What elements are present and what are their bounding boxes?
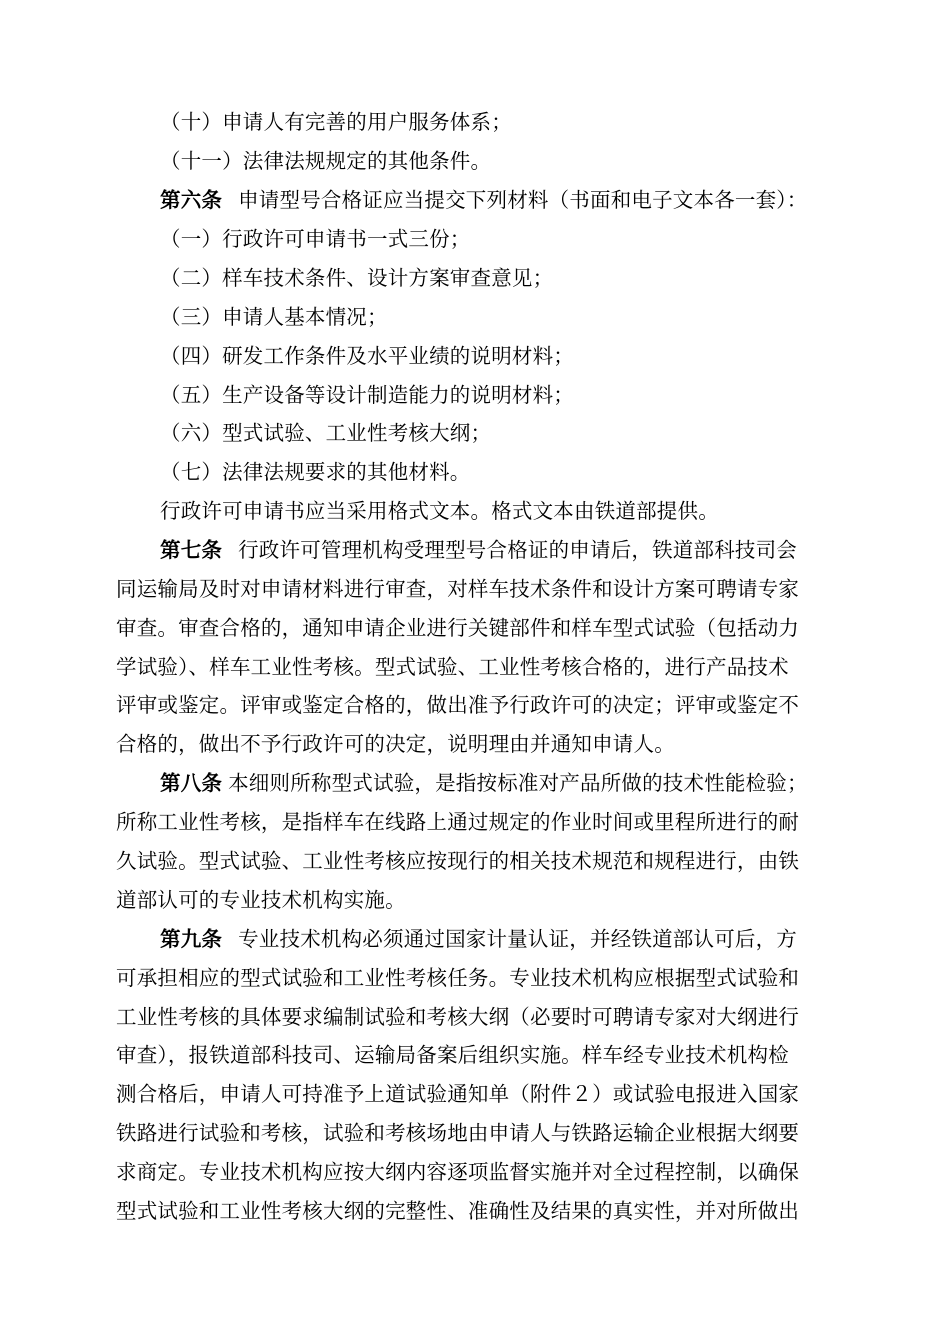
paragraph-line: 道部认可的专业技术机构实施。 — [116, 888, 406, 912]
paragraph-line: 久试验。型式试验、工业性考核应按现行的相关技术规范和规程进行，由铁 — [116, 849, 800, 873]
article-8-first-line — [160, 771, 910, 795]
paragraph-line: 学试验）、样车工业性考核。型式试验、工业性考核合格的，进行产品技术 — [116, 655, 789, 679]
paragraph-line: 所称工业性考核，是指样车在线路上通过规定的作业时间或里程所进行的耐 — [116, 810, 800, 834]
article-text: 申请型号合格证应当提交下列材料（书面和电子文本各一套）： — [238, 188, 808, 212]
article-heading: 第八条 — [160, 771, 223, 795]
paragraph-line: 审查。审查合格的，通知申请企业进行关键部件和样车型式试验（包括动力 — [116, 616, 800, 640]
article-text: 专业技术机构必须通过国家计量认证，并经铁道部认可后，方 — [238, 927, 798, 951]
list-item: （四）研发工作条件及水平业绩的说明材料； — [160, 344, 574, 368]
article-heading: 第七条 — [160, 538, 223, 562]
list-item: （十一）法律法规规定的其他条件。 — [160, 149, 492, 173]
article-7-first-line — [160, 538, 910, 562]
paragraph-line: 测合格后，申请人可持准予上道试验通知单（附件２）或试验电报进入国家 — [116, 1082, 800, 1106]
paragraph-line: 工业性考核的具体要求编制试验和考核大纲（必要时可聘请专家对大纲进行 — [116, 1005, 800, 1029]
paragraph-line: 同运输局及时对申请材料进行审查，对样车技术条件和设计方案可聘请专家 — [116, 577, 800, 601]
article-heading: 第六条 — [160, 188, 223, 212]
article-6-first-line — [160, 188, 910, 212]
paragraph-line: 审查），报铁道部科技司、运输局备案后组织实施。样车经专业技术机构检 — [116, 1043, 789, 1067]
list-item: （五）生产设备等设计制造能力的说明材料； — [160, 383, 574, 407]
paragraph-line: 铁路进行试验和考核，试验和考核场地由申请人与铁路运输企业根据大纲要 — [116, 1121, 800, 1145]
article-heading: 第九条 — [160, 927, 223, 951]
list-item: （一）行政许可申请书一式三份； — [160, 227, 471, 251]
paragraph-line: 可承担相应的型式试验和工业性考核任务。专业技术机构应根据型式试验和 — [116, 966, 800, 990]
paragraph-line: 评审或鉴定。评审或鉴定合格的，做出准予行政许可的决定；评审或鉴定不 — [116, 693, 800, 717]
list-item: （三）申请人基本情况； — [160, 305, 388, 329]
paragraph-line: 合格的，做出不予行政许可的决定，说明理由并通知申请人。 — [116, 732, 675, 756]
list-item: （二）样车技术条件、设计方案审查意见； — [160, 266, 554, 290]
paragraph-line: 求商定。专业技术机构应按大纲内容逐项监督实施并对全过程控制，以确保 — [116, 1160, 800, 1184]
paragraph-line: 型式试验和工业性考核大纲的完整性、准确性及结果的真实性，并对所做出 — [116, 1199, 800, 1223]
list-item: （六）型式试验、工业性考核大纲； — [160, 421, 492, 445]
list-item: （七）法律法规要求的其他材料。 — [160, 460, 471, 484]
list-item: （十）申请人有完善的用户服务体系； — [160, 110, 512, 134]
article-text: 本细则所称型式试验，是指按标准对产品所做的技术性能检验； — [228, 771, 808, 795]
paragraph-line: 行政许可申请书应当采用格式文本。格式文本由铁道部提供。 — [160, 499, 719, 523]
article-9-first-line — [160, 927, 910, 951]
article-text: 行政许可管理机构受理型号合格证的申请后，铁道部科技司会 — [238, 538, 798, 562]
